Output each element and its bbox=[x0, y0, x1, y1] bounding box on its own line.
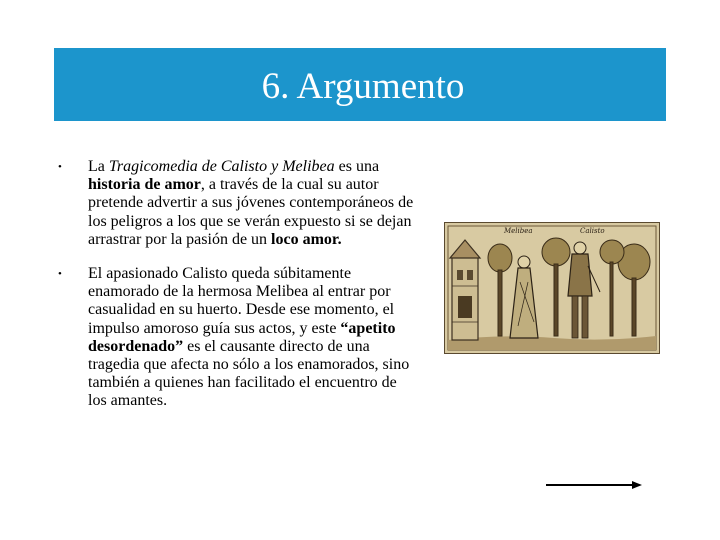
text-run: El apasionado Calisto queda súbitamente enamorado de la hermosa Melibea al entrar por casualidad en su huerto. Desde ese momento, el impulso amoroso guía sus actos, y este bbox=[88, 265, 395, 337]
text-run-bold: “apetito desordenado” bbox=[88, 319, 396, 355]
text-run-bold: loco amor bbox=[271, 230, 338, 248]
bullet-marker: • bbox=[58, 161, 62, 173]
bullet-item-2 bbox=[54, 265, 414, 411]
title-bar bbox=[54, 48, 666, 121]
bullet-list bbox=[54, 158, 414, 427]
slide-title: 6. Argumento bbox=[261, 66, 465, 107]
bullet-item-1 bbox=[54, 158, 414, 249]
text-run: , a través de la cual su autor pretende advertir a sus jóvenes contemporáneos de los peligros a los que se verán expuesto si se dejan arrastrar por la pasión de un bbox=[88, 176, 414, 248]
text-run-bold: historia de amor bbox=[88, 176, 201, 194]
woodcut-illustration bbox=[444, 222, 660, 354]
text-run: es una bbox=[334, 158, 380, 175]
melibea-label: Melibea bbox=[504, 227, 533, 235]
next-arrow-icon[interactable] bbox=[544, 478, 644, 492]
building-drawing bbox=[450, 240, 480, 340]
text-run: . bbox=[337, 230, 342, 248]
text-run-italic: Tragicomedia de Calisto y Melibea bbox=[108, 158, 335, 175]
text-run: La bbox=[88, 158, 109, 175]
bullet-marker: • bbox=[58, 268, 62, 281]
calisto-label: Calisto bbox=[580, 227, 605, 235]
bullet-text bbox=[88, 265, 414, 411]
bullet-text bbox=[88, 158, 414, 249]
text-run: es el causante directo de una tragedia que afecta no sólo a los enamorados, sino también a quienes han facilitado el encuentro de los amantes. bbox=[88, 337, 410, 410]
woodcut-svg bbox=[444, 222, 660, 354]
